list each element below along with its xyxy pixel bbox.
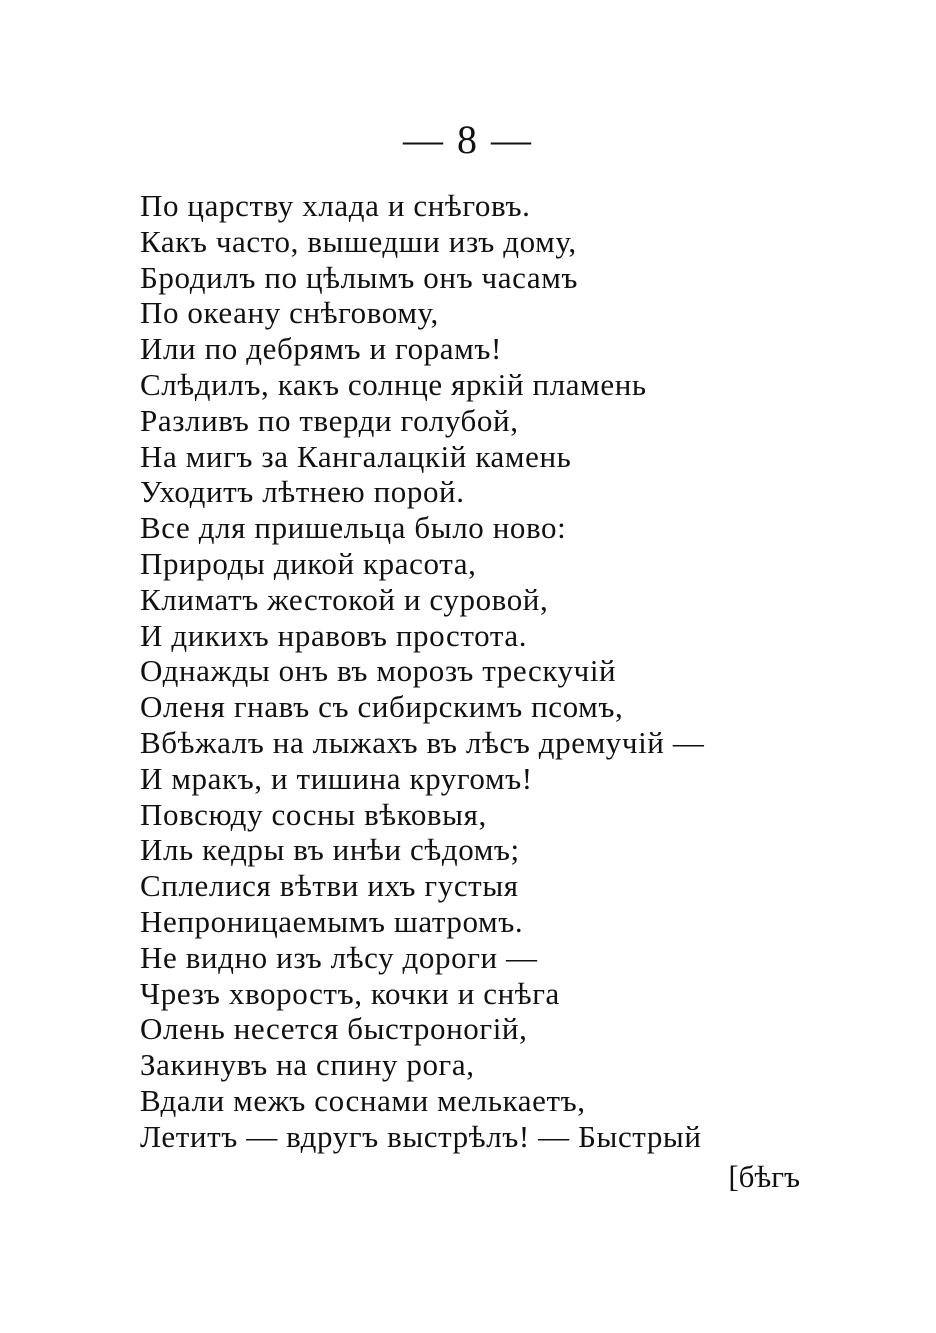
poem-line: Не видно изъ лѣсу дороги — — [140, 939, 538, 975]
poem-line: Слѣдилъ, какъ солнце яркій пламень — [140, 366, 647, 402]
poem-line: Оленя гнавъ съ сибирскимъ псомъ, — [140, 689, 624, 725]
poem-line: Однажды онъ въ морозъ трескучій — [140, 653, 617, 689]
poem-line: Какъ часто, вышедши изъ дому, — [140, 223, 577, 259]
poem-line: Вбѣжалъ на лыжахъ въ лѣсъ дремучій — — [140, 724, 705, 760]
poem-line: И дикихъ нравовъ простота. — [140, 617, 528, 653]
poem-line: На мигъ за Кангалацкій камень — [140, 438, 572, 474]
poem-line: Разливъ по тверди голубой, — [140, 402, 519, 438]
poem-line: Уходитъ лѣтнею порой. — [140, 474, 465, 510]
poem-line: По царству хлада и снѣговъ. — [140, 188, 531, 223]
poem-line: Непроницаемымъ шатромъ. — [140, 903, 524, 939]
poem-line: Сплелися вѣтви ихъ густыя — [140, 868, 519, 904]
page-number: — 8 — — [403, 117, 533, 162]
poem-line: Климатъ жестокой и суровой, — [140, 581, 549, 617]
poem-line: Чрезъ хворостъ, кочки и снѣга — [140, 975, 560, 1011]
poem-line: По океану снѣговому, — [140, 295, 439, 331]
poem-line: Повсюду сосны вѣковыя, — [140, 796, 487, 832]
poem-text — [140, 188, 840, 1155]
poem-line: Природы дикой красота, — [140, 545, 477, 581]
poem-line: Олень несется быстроногій, — [140, 1011, 528, 1047]
poem-line: Вдали межъ соснами мелькаетъ, — [140, 1082, 586, 1118]
poem-line: Закинувъ на спину рога, — [140, 1047, 475, 1083]
poem-line: И мракъ, и тишина кругомъ! — [140, 760, 533, 796]
poem-line: Бродилъ по цѣлымъ онъ часамъ — [140, 259, 579, 295]
catchword: [бѣгъ — [728, 1159, 800, 1194]
poem-line: Все для пришельца было ново: — [140, 510, 567, 546]
poem-line: Летитъ — вдругъ выстрѣлъ! — Быстрый — [140, 1118, 702, 1154]
poem-line: Иль кедры въ инѣи сѣдомъ; — [140, 832, 520, 868]
poem-line: Или по дебрямъ и горамъ! — [140, 331, 502, 367]
